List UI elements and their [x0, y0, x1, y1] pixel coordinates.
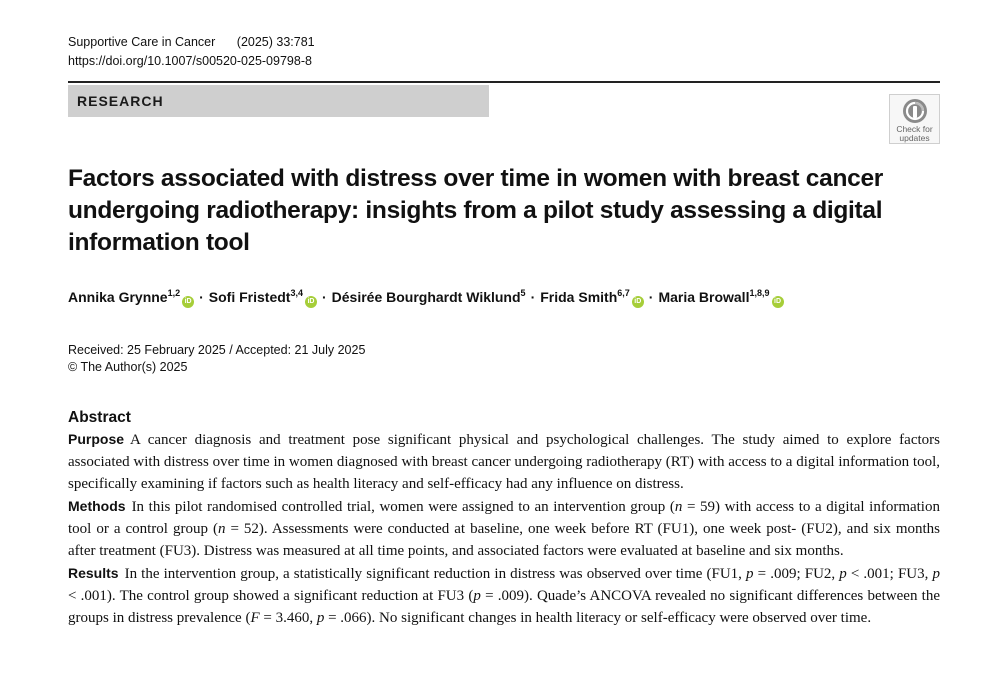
- orcid-icon[interactable]: iD: [305, 296, 317, 308]
- methods-text: = 59) with access to a digital information tool or a control group (: [68, 499, 940, 537]
- article-dates: [68, 342, 365, 376]
- author-separator: ·: [648, 289, 654, 305]
- methods-text: = 52). Assessments were conducted at baseline, one week before RT (FU1), one week post- (FU2), and six months after treatment (FU3). Distress was measured at all time points, and associated factors were evaluated at baseline and six months.: [68, 521, 940, 559]
- author-name[interactable]: Frida Smith: [540, 289, 618, 305]
- methods-text: In this pilot randomised controlled trial, women were assigned to an intervention group (: [131, 499, 675, 515]
- stat-symbol: F: [250, 610, 260, 626]
- results-text: = 3.460,: [259, 610, 317, 626]
- author-affiliation: 5: [520, 288, 526, 298]
- orcid-icon[interactable]: iD: [772, 296, 784, 308]
- methods-label: Methods: [68, 498, 126, 514]
- check-for-updates-button[interactable]: [889, 94, 940, 144]
- author-name[interactable]: Maria Browall: [658, 289, 750, 305]
- section-label: RESEARCH: [68, 85, 489, 117]
- author-affiliation: 3,4: [290, 288, 303, 298]
- stat-symbol: p: [746, 566, 754, 582]
- author-name[interactable]: Sofi Fristedt: [208, 289, 291, 305]
- purpose-text: A cancer diagnosis and treatment pose significant physical and psychological challenges. The study aimed to explore factors associated with distress over time in women diagnosed with breast cancer undergoing radiotherapy (RT) with access to a digital information tool, specifically examining if factors such as health literacy and self-efficacy had any influence on distress.: [68, 432, 940, 492]
- author-list: [68, 287, 784, 308]
- received-accepted-dates: Received: 25 February 2025 / Accepted: 21 July 2025: [68, 343, 366, 357]
- check-updates-label: Check for updates: [896, 124, 933, 143]
- abstract-methods: [68, 495, 940, 562]
- abstract-section: [68, 408, 940, 629]
- journal-citation: (2025) 33:781: [236, 35, 315, 49]
- orcid-icon[interactable]: iD: [182, 296, 194, 308]
- results-text: = .066). No significant changes in health literacy or self-efficacy were observed over time.: [324, 610, 872, 626]
- stat-symbol: p: [839, 566, 847, 582]
- stat-symbol: p: [473, 588, 481, 604]
- orcid-icon[interactable]: iD: [632, 296, 644, 308]
- results-text: < .001; FU3,: [846, 566, 933, 582]
- header-divider: [68, 81, 940, 83]
- results-label: Results: [68, 565, 119, 581]
- results-text: In the intervention group, a statistically significant reduction in distress was observed over time (FU1,: [124, 566, 747, 582]
- abstract-heading: Abstract: [68, 409, 131, 426]
- stat-symbol: p: [316, 610, 325, 626]
- author-affiliation: 1,2: [167, 288, 181, 298]
- results-text: = .009). Quade’s ANCOVA revealed no significant differences between the groups in distress prevalence (: [68, 588, 941, 626]
- author-affiliation: 6,7: [617, 288, 630, 298]
- author-separator: ·: [199, 289, 204, 305]
- author-name[interactable]: Désirée Bourghardt Wiklund: [331, 289, 521, 305]
- results-text: = .009; FU2,: [753, 566, 840, 582]
- author-name[interactable]: Annika Grynne: [68, 289, 168, 305]
- author-affiliation: 1,8,9: [749, 288, 770, 298]
- journal-header: [68, 33, 315, 71]
- author-separator: ·: [530, 289, 536, 305]
- purpose-label: Purpose: [68, 431, 125, 447]
- abstract-results: [68, 562, 940, 629]
- copyright-notice: © The Author(s) 2025: [68, 360, 188, 374]
- check-updates-icon: [902, 98, 928, 124]
- stat-symbol: n: [674, 499, 683, 515]
- author-separator: ·: [321, 289, 327, 305]
- abstract-purpose: [68, 428, 940, 495]
- stat-symbol: n: [217, 521, 226, 537]
- stat-symbol: p: [932, 566, 940, 582]
- doi-link[interactable]: https://doi.org/10.1007/s00520-025-09798-8: [68, 54, 312, 68]
- article-title: Factors associated with distress over time in women with breast cancer undergoing radiotherapy: insights from a pilot study assessing a digital information tool: [68, 165, 884, 256]
- results-text: < .001). The control group showed a significant reduction at FU3 (: [68, 588, 474, 604]
- journal-name: Supportive Care in Cancer: [68, 35, 216, 49]
